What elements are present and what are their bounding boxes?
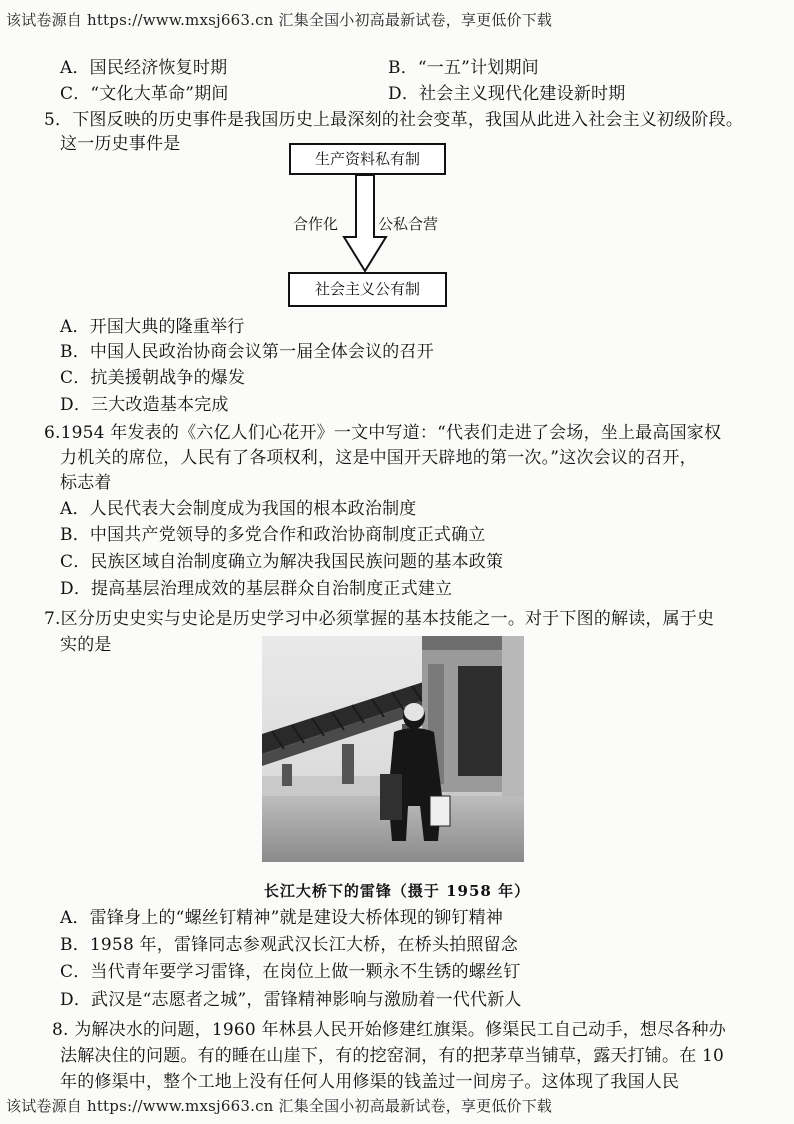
q6-stem-cont: 力机关的席位，人民有了各项权利，这是中国开天辟地的第一次。”这次会议的召开，: [60, 448, 697, 468]
q7-stem-cont: 实的是: [60, 635, 112, 655]
diagram-bottom-box: 社会主义公有制: [288, 272, 447, 307]
q6-stem: 6.1954 年发表的《六亿人们心花开》一文中写道：“代表们走进了会场，坐上最高国家权: [44, 423, 722, 443]
photo-caption: 长江大桥下的雷锋（摄于 1958 年）: [263, 882, 531, 900]
page-header-watermark: 该试卷源自 https://www.mxsj663.cn 汇集全国小初高最新试卷，享更低价下载: [6, 11, 553, 29]
q7-option-a: A．雷锋身上的“螺丝钉精神”就是建设大桥体现的铆钉精神: [60, 908, 504, 928]
q7-option-b: B．1958 年，雷锋同志参观武汉长江大桥，在桥头拍照留念: [60, 935, 518, 955]
q4-option-a: A．国民经济恢复时期: [60, 58, 228, 78]
diagram-top-box: 生产资料私有制: [289, 143, 446, 175]
q5-option-b: B．中国人民政治协商会议第一届全体会议的召开: [60, 342, 434, 362]
q4-option-c: C．“文化大革命”期间: [60, 84, 229, 104]
page-footer-watermark: 该试卷源自 https://www.mxsj663.cn 汇集全国小初高最新试卷，享更低价下载: [6, 1097, 553, 1115]
q6-option-d: D．提高基层治理成效的基层群众自治制度正式建立: [60, 579, 453, 599]
q7-option-d: D．武汉是“志愿者之城”，雷锋精神影响与激励着一代代新人: [60, 990, 522, 1010]
q6-stem-cont2: 标志着: [60, 473, 112, 493]
q7-stem: 7.区分历史史实与史论是历史学习中必须掌握的基本技能之一。对于下图的解读，属于史: [44, 609, 715, 629]
lei-feng-bridge-photo: [262, 636, 524, 862]
q8-stem-cont2: 年的修渠中，整个工地上没有任何人用修渠的钱盖过一间房子。这体现了我国人民: [60, 1072, 680, 1092]
q6-option-b: B．中国共产党领导的多党合作和政治协商制度正式确立: [60, 525, 486, 545]
q4-option-d: D．社会主义现代化建设新时期: [388, 84, 626, 104]
q4-option-b: B．“一五”计划期间: [388, 58, 539, 78]
q5-stem-cont: 这一历史事件是: [60, 134, 181, 154]
q5-stem: 5．下图反映的历史事件是我国历史上最深刻的社会变革，我国从此进入社会主义初级阶段。: [44, 110, 744, 130]
q8-stem: 8. 为解决水的问题，1960 年林县人民开始修建红旗渠。修渠民工自己动手，想尽各种办: [52, 1020, 726, 1040]
q7-option-c: C．当代青年要学习雷锋，在岗位上做一颗永不生锈的螺丝钉: [60, 962, 521, 982]
q6-option-c: C．民族区域自治制度确立为解决我国民族问题的基本政策: [60, 552, 504, 572]
diagram-label-left: 合作化: [293, 215, 339, 233]
diagram-label-right: 公私合营: [378, 215, 439, 233]
q8-stem-cont: 法解决住的问题。有的睡在山崖下，有的挖窑洞，有的把茅草当铺草，露天打铺。在 10: [60, 1046, 725, 1066]
q5-option-d: D．三大改造基本完成: [60, 395, 229, 415]
q5-option-c: C．抗美援朝战争的爆发: [60, 368, 246, 388]
q5-option-a: A．开国大典的隆重举行: [60, 317, 245, 337]
q6-option-a: A．人民代表大会制度成为我国的根本政治制度: [60, 499, 417, 519]
